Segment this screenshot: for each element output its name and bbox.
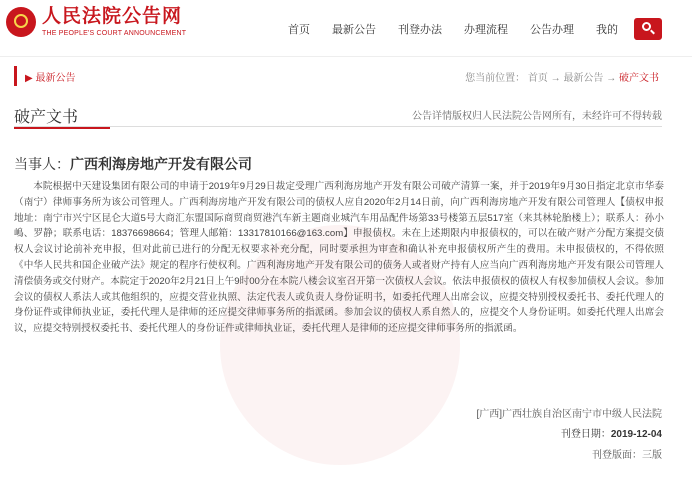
breadcrumb bbox=[465, 69, 659, 84]
title-underline-accent bbox=[14, 127, 110, 129]
party-name: 广西利海房地产开发有限公司 bbox=[70, 156, 252, 172]
site-logo[interactable] bbox=[6, 6, 186, 37]
publish-page bbox=[592, 446, 662, 461]
nav-process[interactable]: 办理流程 bbox=[464, 24, 508, 36]
title-divider bbox=[14, 126, 662, 127]
nav-home[interactable]: 首页 bbox=[288, 24, 310, 36]
party-line bbox=[14, 154, 252, 174]
publish-date bbox=[561, 425, 662, 440]
notice-body: 本院根据中天建设集团有限公司的申请于2019年9月29日裁定受理广西利海房地产开发有限公司破产清算一案，并于2019年9月30日指定北京市华泰（南宁）律师事务所为该公司管理人。广西利海房地产开发有限公司的债权人应自2020年2月14日前，向广西利海房地产开发有限公司管理人【债权申报地址：南宁市兴宁区昆仑大道5号大商汇东盟国际商贸商贸港汽车新主题商业城汽车用品配件场第33号楼第五层517室（来其林轮胎楼上）；联系人：孙小嶋、罗静；联系电话：18376698664；管理人邮箱：13317810166@163.com】申报债权。未在上述期限内申报债权的，可以在破产财产分配方案提交债权人会议讨论前补充申报，但对此前已进行的分配无权要求补充分配，同时要承担为审查和确认补充申报债权所产生的费用。未申报债权的，不得依照《中华人民共和国企业破产法》规定的程序行使权利。广西利海房地产开发有限公司的债务人或者财产持有人应当向广西利海房地产开发有限公司管理人清偿债务或交付财产。本院定于2020年2月21日上午9时00分在本院八楼会议室召开第一次债权人会议。依法申报债权的债权人有权参加债权人会议。参加会议的债权人系法人或其他组织的，应提交营业执照、法定代表人或负责人身份证明书，如委托代理人出席会议，应提交特别授权委托书、委托代理人的身份证件或律师执业证，委托代理人是律师的还应提交律师事务所的指派函。参加会议的债权人系自然人的，应提交个人身份证明。如委托代理人出席会议，应提交特别授权委托书、委托代理人的身份证件或律师执业证，委托代理人是律师的还应提交律师事务所的指派函。 bbox=[14, 181, 664, 335]
breadcrumb-section-label[interactable]: ▶ 最新公告 bbox=[25, 73, 76, 84]
breadcrumb-arrow-icon: → bbox=[550, 73, 561, 84]
search-icon[interactable] bbox=[634, 18, 662, 40]
issuing-court: [广西]广西壮族自治区南宁市中级人民法院 bbox=[476, 409, 662, 420]
publish-page-label: 刊登版面： bbox=[592, 450, 642, 461]
breadcrumb-home[interactable]: 首页 bbox=[527, 73, 548, 84]
nav-publishing-rules[interactable]: 刊登办法 bbox=[398, 24, 442, 36]
logo-subtitle: THE PEOPLE'S COURT ANNOUNCEMENT bbox=[42, 30, 187, 37]
publish-date-value: 2019-12-04 bbox=[610, 429, 662, 440]
nav-latest-notices[interactable]: 最新公告 bbox=[332, 24, 376, 36]
breadcrumb-current: 破产文书 bbox=[619, 73, 659, 84]
breadcrumb-bar bbox=[14, 66, 665, 86]
publish-page-value: 三版 bbox=[642, 450, 662, 461]
site-header bbox=[0, 0, 692, 57]
breadcrumb-prefix: 您当前位置： bbox=[465, 73, 526, 84]
breadcrumb-arrow-icon: → bbox=[606, 73, 617, 84]
copyright-notice: 公告详情版权归人民法院公告网所有，未经许可不得转载 bbox=[412, 111, 662, 122]
main-nav bbox=[266, 18, 662, 40]
logo-title: 人民法院公告网 bbox=[42, 6, 183, 27]
publish-date-label: 刊登日期： bbox=[560, 429, 611, 440]
nav-notice-handling[interactable]: 公告办理 bbox=[530, 24, 574, 36]
party-label: 当事人： bbox=[14, 156, 70, 172]
nav-mine[interactable]: 我的 bbox=[596, 24, 618, 36]
court-emblem-icon bbox=[6, 7, 36, 37]
page-title: 破产文书 bbox=[14, 109, 79, 126]
breadcrumb-latest[interactable]: 最新公告 bbox=[563, 73, 604, 84]
